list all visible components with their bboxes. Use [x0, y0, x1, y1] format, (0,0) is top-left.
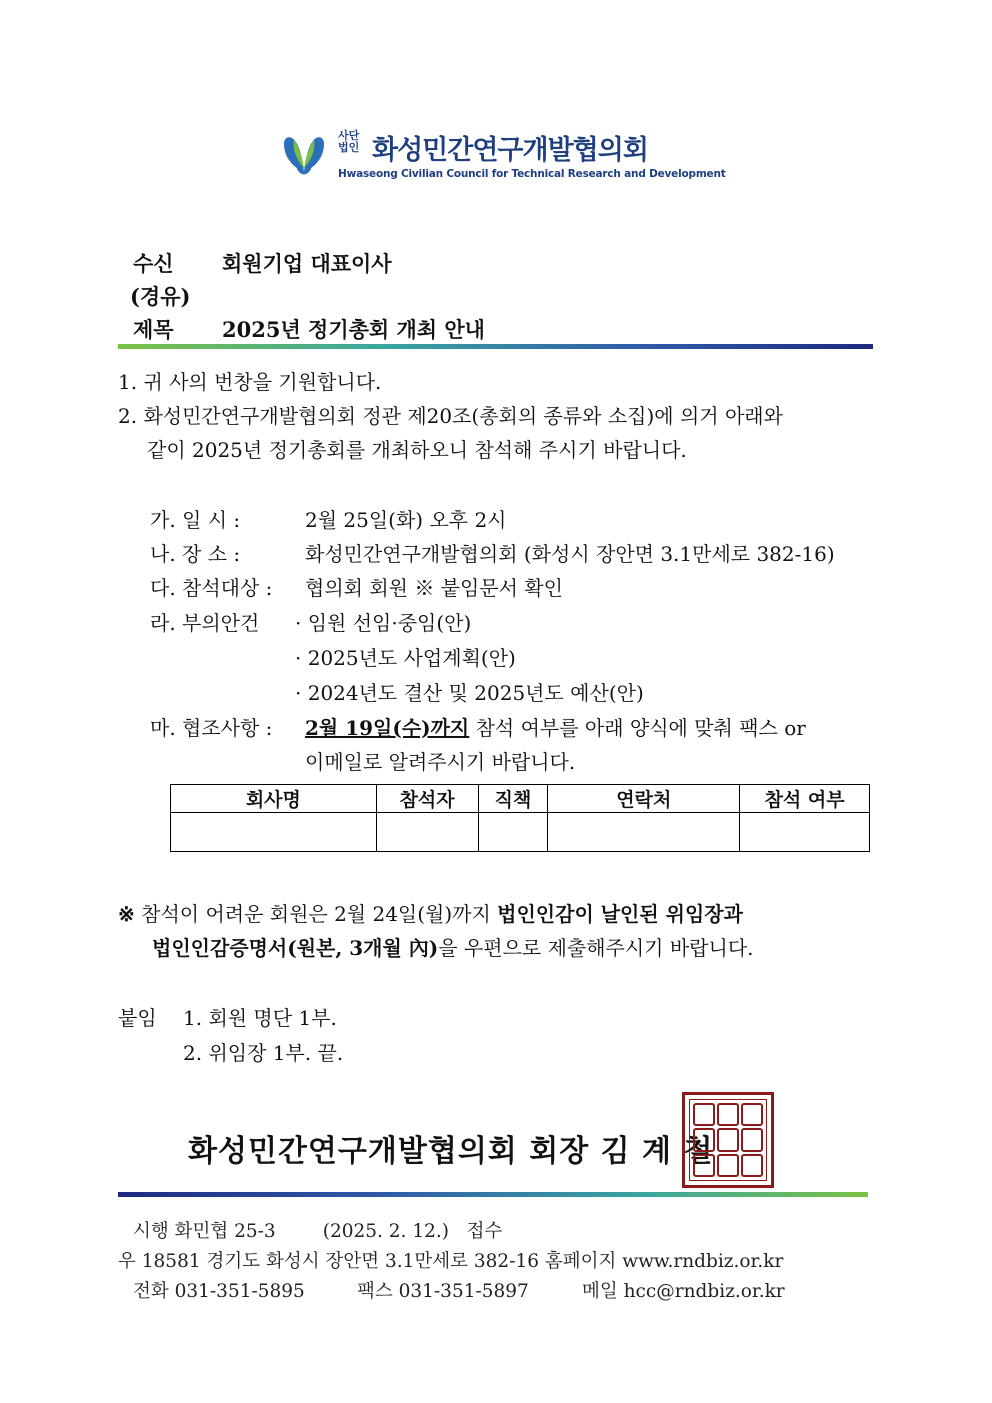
- notice-text: 참석이 어려운 회원은 2월 24일(월)까지: [134, 902, 498, 926]
- subject-label: 제목: [133, 317, 174, 342]
- notice-line-1: [118, 898, 743, 927]
- footer-divider: [118, 1192, 868, 1197]
- notice-bold-text-2: 법인인감증명서(원본, 3개월 內): [152, 936, 439, 960]
- footer-line-2: 우 18581 경기도 화성시 장안면 3.1만세로 382-16 홈페이지 www.rndbiz.or.kr: [118, 1251, 784, 1272]
- attachment-item: 1. 회원 명단 1부.: [183, 1006, 337, 1030]
- attendance-form-table: [170, 784, 870, 852]
- signature-text: 화성민간연구개발협의회 회장 김 계 철: [188, 1134, 714, 1169]
- column-header-company: 회사명: [171, 785, 377, 813]
- column-header-position: 직책: [478, 785, 548, 813]
- column-header-contact: 연락처: [548, 785, 740, 813]
- table-cell[interactable]: [548, 813, 740, 852]
- notice-line-2: [152, 932, 754, 961]
- column-header-attendance: 참석 여부: [740, 785, 870, 813]
- item-e-rest: 참석 여부를 아래 양식에 맞춰 팩스 or: [469, 716, 806, 740]
- footer-phone: 전화 031-351-5895: [133, 1281, 305, 1302]
- paragraph-1: 1. 귀 사의 번창을 기원합니다.: [118, 370, 382, 394]
- table-cell[interactable]: [171, 813, 377, 852]
- official-seal-icon: [682, 1092, 774, 1188]
- footer-line-1: 시행 화민협 25-3 (2025. 2. 12.) 접수: [133, 1221, 503, 1242]
- organization-logo: [280, 128, 726, 184]
- via-label: (경유): [130, 284, 191, 309]
- logo-small-text: 사단 법인: [338, 129, 360, 154]
- paragraph-2-line-2: 같이 2025년 정기총회를 개최하오니 참석해 주시기 바랍니다.: [147, 438, 687, 462]
- agenda-item: · 임원 선임·중임(안): [295, 611, 472, 635]
- header-divider: [118, 344, 873, 349]
- table-cell[interactable]: [478, 813, 548, 852]
- agenda-item: · 2025년도 사업계획(안): [295, 646, 516, 670]
- notice-bold-text: 법인인감이 날인된 위임장과: [497, 902, 743, 926]
- footer-email: 메일 hcc@rndbiz.or.kr: [582, 1281, 785, 1302]
- item-b-value: 화성민간연구개발협의회 (화성시 장안면 3.1만세로 382-16): [305, 542, 835, 566]
- notice-text-2: 을 우편으로 제출해주시기 바랍니다.: [438, 936, 754, 960]
- agenda-item: · 2024년도 결산 및 2025년도 예산(안): [295, 681, 644, 705]
- notice-mark: ※: [118, 902, 135, 926]
- column-header-attendee: 참석자: [376, 785, 478, 813]
- recipient-label: 수신: [133, 251, 174, 276]
- item-a-value: 2월 25일(화) 오후 2시: [305, 508, 507, 532]
- item-c-label: 다. 참석대상 :: [150, 576, 273, 600]
- item-e-value: [305, 712, 806, 741]
- table-header-row: [171, 785, 870, 813]
- deadline-text: 2월 19일(수)까지: [305, 716, 470, 740]
- butterfly-logo-icon: [280, 128, 328, 178]
- item-a-label: 가. 일 시 :: [150, 508, 241, 532]
- logo-english-name: Hwaseong Civilian Council for Technical Research and Development: [338, 168, 726, 180]
- paragraph-2-line-1: 2. 화성민간연구개발협의회 정관 제20조(총회의 종류와 소집)에 의거 아래와: [118, 404, 783, 428]
- attachment-label: 붙임: [118, 1006, 157, 1030]
- item-b-label: 나. 장 소 :: [150, 542, 241, 566]
- table-row: [171, 813, 870, 852]
- footer-fax: 팩스 031-351-5897: [357, 1281, 529, 1302]
- item-d-label: 라. 부의안건: [150, 611, 260, 635]
- item-e-label: 마. 협조사항 :: [150, 716, 273, 740]
- logo-organization-name: 화성민간연구개발협의회: [372, 135, 648, 166]
- item-c-value: 협의회 회원 ※ 붙임문서 확인: [305, 576, 563, 600]
- attachment-item: 2. 위임장 1부. 끝.: [183, 1041, 344, 1065]
- item-e-line-2: 이메일로 알려주시기 바랍니다.: [305, 750, 576, 774]
- table-cell[interactable]: [376, 813, 478, 852]
- subject-value: 2025년 정기총회 개최 안내: [222, 317, 485, 342]
- table-cell[interactable]: [740, 813, 870, 852]
- recipient-value: 회원기업 대표이사: [222, 251, 392, 276]
